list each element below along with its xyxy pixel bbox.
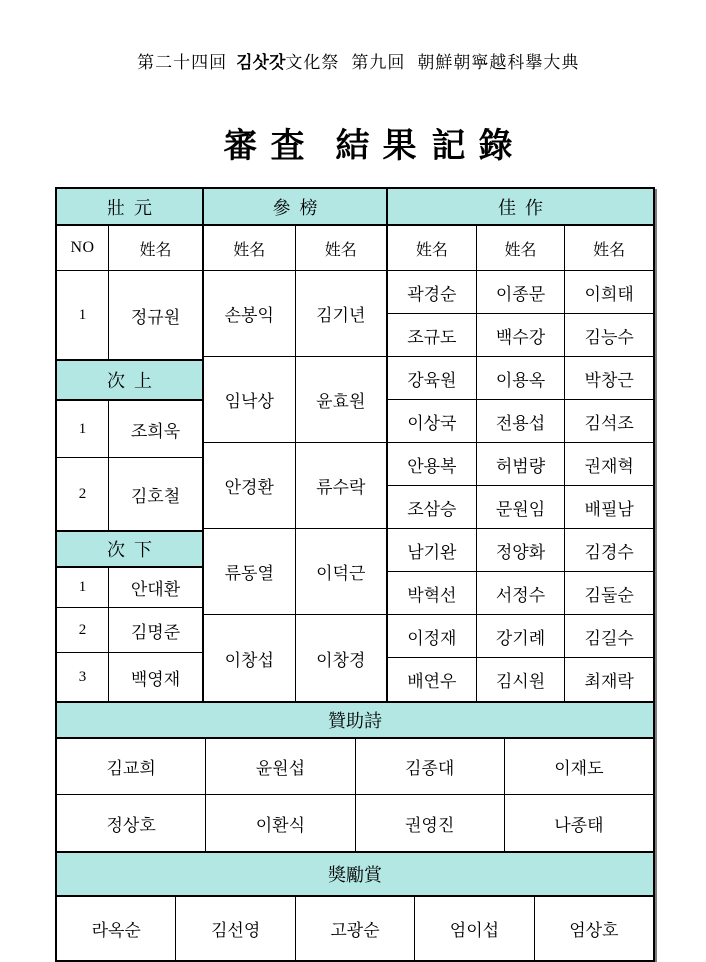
name-cell: 김선영 [176,897,295,960]
gajak-subheader-row [388,226,653,271]
col-header-no: NO [57,226,109,270]
jangwon-entry-row [57,271,202,359]
column-group-gajak [386,189,653,701]
chaha-entry-row [57,608,202,653]
name-cell: 이희태 [584,284,634,304]
rank-number: 2 [57,608,109,652]
name-cell: 김종대 [356,739,505,794]
name-cell: 엄상호 [569,921,619,940]
name-cell: 윤효원 [316,392,366,411]
title-part-3: 記錄 [431,128,526,165]
name-cell: 이덕근 [316,564,366,583]
chasang-entry-row [57,458,202,530]
chambang-subheader-row [204,226,386,271]
name-cell: 김길수 [584,628,634,648]
name-cell: 조규도 [388,314,477,356]
col-header-name: 姓名 [388,226,477,270]
name-cell: 조삼승 [388,486,477,528]
section-band-chanjosi: 贊助詩 [57,701,653,739]
name-cell: 엄이섭 [415,897,534,960]
name-cell: 이창섭 [204,615,296,701]
gajak-row [388,529,653,572]
name-cell: 배필남 [584,499,634,519]
rank-number: 2 [57,458,109,530]
chanjosi-row [57,739,653,795]
col-header-name: 姓名 [204,226,296,270]
col-header-name: 姓名 [139,241,172,259]
title-part-1: 審査 [223,128,318,165]
section-band-chaha: 次 下 [57,530,202,568]
name-cell: 김둘순 [584,585,634,605]
col-header-name: 姓名 [477,226,566,270]
gajak-row [388,400,653,443]
rank-number: 1 [57,401,109,457]
gajak-row [388,314,653,357]
chasang-entry-row [57,401,202,458]
name-cell: 정양화 [477,529,566,571]
name-cell: 서정수 [477,572,566,614]
name-cell: 백영재 [130,669,181,689]
name-cell: 박혁선 [388,572,477,614]
subtitle-edition: 第二十四回 [137,53,228,72]
name-cell: 류수락 [316,478,366,497]
name-cell: 정상호 [57,795,206,851]
name-cell: 조희욱 [130,421,181,441]
rank-number: 1 [57,568,109,607]
name-cell: 김경수 [584,542,634,562]
col-header-name: 姓名 [593,241,626,259]
name-cell: 백수강 [477,314,566,356]
name-cell: 이재도 [554,759,604,778]
name-cell: 이용옥 [477,357,566,399]
event-subtitle [0,28,706,73]
name-cell: 김시원 [477,658,566,701]
gajak-row [388,658,653,701]
column-group-chambang [202,189,386,701]
name-cell: 박창근 [584,370,634,390]
gajak-row [388,357,653,400]
col-header-name: 姓名 [324,241,357,259]
rank-number: 1 [57,271,109,359]
section-band-jangwon: 壯 元 [57,189,202,226]
name-cell: 안대환 [130,580,181,599]
section-band-gajak: 佳 作 [388,189,653,226]
name-cell: 이환식 [206,795,355,851]
name-cell: 문원임 [477,486,566,528]
chaha-entry-row [57,653,202,701]
section-band-chasang: 次 上 [57,359,202,401]
gajak-row [388,443,653,486]
chaha-entry-row [57,568,202,608]
name-cell: 권영진 [356,795,505,851]
section-band-chambang: 參 榜 [204,189,386,226]
subtitle-festival: 文化祭 [285,53,340,72]
name-cell: 최재락 [584,672,634,691]
name-cell: 임낙상 [204,357,296,442]
name-cell: 곽경순 [388,271,477,313]
name-cell: 라옥순 [57,897,176,960]
column-group-jangwon [57,189,202,701]
name-cell: 전용섭 [477,400,566,442]
gajak-row [388,572,653,615]
title-part-2: 結果 [335,128,430,165]
results-table [55,187,655,962]
name-cell: 손봉익 [204,271,296,356]
name-cell: 김능수 [584,327,634,347]
chambang-row [204,271,386,357]
name-cell: 이창경 [316,650,366,670]
gajak-row [388,615,653,658]
gajak-row [388,486,653,529]
name-cell: 고광순 [296,897,415,960]
rank-number: 3 [57,653,109,701]
name-cell: 안용복 [388,443,477,485]
name-cell: 안경환 [204,443,296,528]
name-cell: 윤원섭 [206,739,355,794]
chambang-row [204,615,386,701]
chambang-row [204,357,386,443]
subtitle-brand: 김삿갓 [236,53,286,72]
jangnyeosang-row [57,897,653,960]
name-cell: 이종문 [477,271,566,313]
name-cell: 나종태 [554,815,604,835]
name-cell: 이정재 [388,615,477,657]
name-cell: 김교희 [57,739,206,794]
page-title [0,80,706,167]
chanjosi-row [57,795,653,851]
section-band-jangnyeosang: 獎勵賞 [57,851,653,897]
results-upper-section [57,189,653,701]
name-cell: 김기년 [316,306,366,325]
chambang-row [204,529,386,615]
name-cell: 허범량 [477,443,566,485]
name-cell: 배연우 [388,658,477,701]
name-cell: 김호철 [130,486,181,506]
name-cell: 강기례 [477,615,566,657]
name-cell: 이상국 [388,400,477,442]
name-cell: 류동열 [204,529,296,614]
subtitle-session: 第九回 [351,53,406,72]
subtitle-event-name: 朝鮮朝寧越科擧大典 [417,53,580,72]
name-cell: 정규원 [130,307,181,327]
name-cell: 강육원 [388,357,477,399]
gajak-row [388,271,653,314]
chambang-row [204,443,386,529]
name-cell: 김석조 [584,413,634,433]
name-cell: 권재혁 [584,456,634,476]
name-cell: 김명준 [130,622,181,642]
jangwon-subheader-row [57,226,202,271]
name-cell: 남기완 [388,529,477,571]
